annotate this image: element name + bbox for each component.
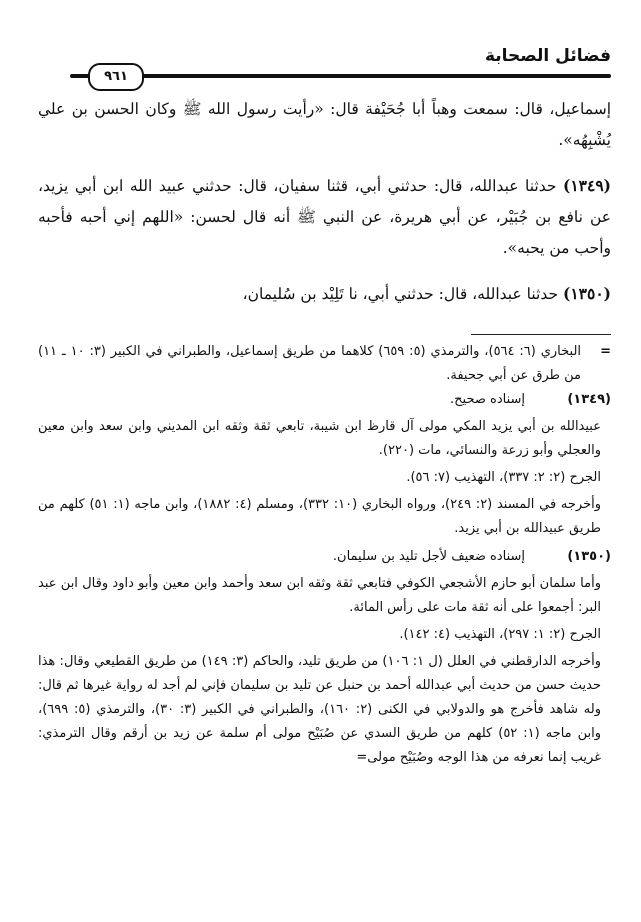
footnotes — [38, 340, 611, 770]
running-title: فضائل الصحابة — [484, 46, 611, 66]
hadith-number: (١٣٤٩) — [563, 176, 611, 195]
footnote-paragraph: الجرح (٢: ١: ٢٩٧)، التهذيب (٤: ١٤٢). — [399, 627, 601, 642]
footnote-text: إسناده ضعيف لأجل تليد بن سليمان. — [332, 549, 525, 564]
footnote-paragraph: وأخرجه الدارقطني في العلل (ل ١: ١٠٦) من طريق تليد، والحاكم (٣: ١٤٩) من طريق القطيعي وقال: هذا حديث حسن من حديث أبي عبدالله أحمد بن حنبل عن تليد بن سليمان فإني لم أجد له رواية غيرها ثم قال: وله شاهد فأخرج هو والدولابي في الكنى (٢: ١٦٠)، والطبراني في الكبير (٣: ٣٠)، والترمذي (٥: ٦٩٩)، وابن ماجه (١: ٥٢) كلهم من طريق السدي عن صُبَيْح مولى أم سلمة عن زيد بن أرقم وقال الترمذي: غريب إنما نعرفه من هذا الوجه وصُبَيْح مولى= — [38, 654, 602, 765]
main-text — [38, 94, 611, 324]
footnote-paragraph: الجرح (٢: ٢: ٣٣٧)، التهذيب (٧: ٥٦). — [406, 470, 601, 485]
header-rule — [70, 74, 611, 78]
footnote-paragraph: وأخرجه في المسند (٢: ٢٤٩)، ورواه البخاري (١٠: ٣٣٢)، ومسلم (٤: ١٨٨٢)، وابن ماجه (١: ٥١) كلهم من طريق عبيدالله بن أبي يزيد. — [38, 497, 601, 536]
footnote-text: إسناده صحيح. — [450, 392, 525, 407]
hadith-number: (١٣٥٠) — [563, 284, 611, 303]
footnote-1349 — [38, 388, 611, 412]
hadith-continuation: إسماعيل، قال: سمعت وهباً أبا جُحَيْفة قال: «رأيت رسول الله ﷺ وكان الحسن بن علي يُشْبِهُه». — [38, 100, 611, 149]
footnote-separator — [471, 334, 611, 335]
page-number: ٩٦١ — [88, 63, 144, 91]
footnote-text: البخاري (٦: ٥٦٤)، والترمذي (٥: ٦٥٩) كلاهما من طريق إسماعيل، والطبراني في الكبير (٣: ١٠ ـ ١١) من طرق عن أبي جحيفة. — [38, 344, 582, 383]
continuation-mark: = — [600, 344, 611, 359]
hadith-1349 — [38, 170, 611, 264]
hadith-text: حدثنا عبدالله، قال: حدثني أبي، قثنا سفيان، قال: حدثني عبيد الله ابن أبي يزيد، عن نافع بن جُبَيْر، عن أبي هريرة، عن النبي ﷺ أنه قال لحسن: «اللهم إني أحبه فأحبه وأحب من يحبه». — [38, 177, 611, 257]
footnote-paragraph: عبيدالله بن أبي يزيد المكي مولى آل قارظ ابن شيبة، تابعي ثقة وثقه ابن المديني وابن سعد وابن معين والعجلي وأبو زرعة والنسائي، مات (٢٢٠). — [38, 419, 601, 458]
footnote-1350 — [38, 545, 611, 569]
hadith-1350 — [38, 278, 611, 310]
footnote-number: (١٣٥٠) — [567, 549, 611, 564]
hadith-text: حدثنا عبدالله، قال: حدثني أبي، نا تَلِيْد بن سُليمان، — [242, 285, 559, 303]
footnote-number: (١٣٤٩) — [567, 392, 611, 407]
footnote-paragraph: وأما سلمان أبو حازم الأشجعي الكوفي فتابعي ثقة وثقه ابن سعد وأحمد وابن معين وأبو داود وقال ابن عبد البر: أجمعوا على أنه ثقة مات على رأس المائة. — [38, 576, 601, 615]
running-header — [70, 40, 611, 82]
footnote-continuation — [38, 340, 611, 388]
